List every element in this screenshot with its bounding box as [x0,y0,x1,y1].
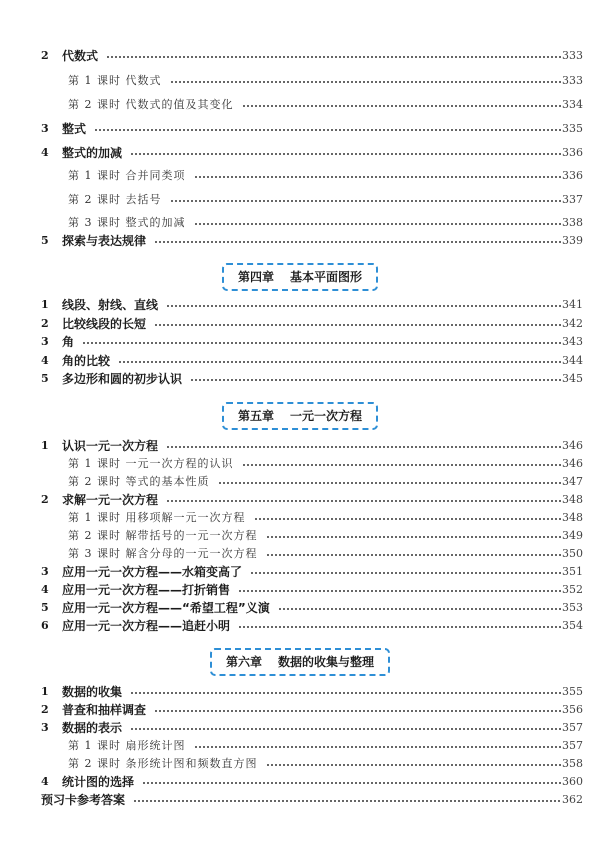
entry-title: 第 2 课时 等式的基本性质 [68,475,210,488]
entry-number: 2 [41,493,49,506]
section-entry [0,773,611,791]
page-number: 337 [562,193,583,206]
page-number: 346 [562,457,583,470]
entry-number: 1 [41,685,49,698]
page-number: 357 [562,721,583,734]
entry-title: 第 2 课时 条形统计图和频数直方图 [68,757,258,770]
lesson-entry [0,72,611,90]
section-entry [0,683,611,701]
section-entry [0,491,611,509]
chapter-4-label: 第四章 [238,270,275,284]
section-entry [0,563,611,581]
entry-number: 1 [41,298,49,311]
dot-leader [242,464,561,466]
page-number: 335 [562,122,583,135]
section-entry [0,333,611,351]
dot-leader [278,608,561,610]
entry-title: 应用一元一次方程——打折销售 [62,583,231,597]
page-number: 353 [562,601,583,614]
section-entry [0,617,611,635]
dot-leader [154,324,561,326]
chapter-5-heading [222,402,378,430]
entry-title: 整式 [62,122,87,136]
section-entry [0,120,611,138]
entry-number: 5 [41,234,49,247]
chapter-6-label: 第六章 [226,655,263,669]
entry-title: 求解一元一次方程 [62,493,159,507]
dot-leader [266,536,561,538]
section-entry [0,437,611,455]
entry-title: 线段、射线、直线 [62,298,159,312]
lesson-entry [0,509,611,527]
section-entry [0,370,611,388]
page-number: 362 [562,793,583,806]
entry-title: 第 1 课时 一元一次方程的认识 [68,457,234,470]
entry-title: 第 2 课时 解带括号的一元一次方程 [68,529,258,542]
lesson-entry [0,455,611,473]
chapter-6-name: 数据的收集与整理 [278,655,375,669]
dot-leader [170,200,561,202]
dot-leader [238,626,561,628]
page-number: 342 [562,317,583,330]
dot-leader [166,500,561,502]
lesson-entry [0,167,611,185]
entry-title: 预习卡参考答案 [41,793,126,807]
entry-title: 第 1 课时 合并同类项 [68,169,186,182]
dot-leader [94,129,561,131]
dot-leader [106,56,561,58]
page-number: 343 [562,335,583,348]
entry-title: 多边形和圆的初步认识 [62,372,183,386]
dot-leader [266,764,561,766]
dot-leader [238,590,561,592]
chapter-6-heading [210,648,390,676]
section-entry [0,296,611,314]
section-entry [0,701,611,719]
dot-leader [194,223,561,225]
appendix-entry [0,791,611,809]
page-number: 347 [562,475,583,488]
entry-number: 2 [41,49,49,62]
dot-leader [254,518,561,520]
entry-title: 应用一元一次方程——“希望工程”义演 [62,601,270,615]
entry-number: 4 [41,354,49,367]
page-number: 348 [562,511,583,524]
entry-title: 整式的加减 [62,146,123,160]
chapter-5-name: 一元一次方程 [290,409,363,423]
page-number: 360 [562,775,583,788]
page-number: 339 [562,234,583,247]
entry-title: 第 2 课时 代数式的值及其变化 [68,98,234,111]
page-number: 336 [562,146,583,159]
dot-leader [266,554,561,556]
entry-number: 4 [41,775,49,788]
entry-title: 第 2 课时 去括号 [68,193,162,206]
page-number: 354 [562,619,583,632]
entry-number: 1 [41,439,49,452]
dot-leader [130,728,561,730]
entry-number: 4 [41,146,49,159]
entry-title: 第 1 课时 扇形统计图 [68,739,186,752]
entry-title: 数据的收集 [62,685,123,699]
page-number: 352 [562,583,583,596]
dot-leader [154,710,561,712]
entry-number: 5 [41,601,49,614]
dot-leader [194,176,561,178]
lesson-entry [0,527,611,545]
section-entry [0,581,611,599]
entry-title: 代数式 [62,49,99,63]
entry-title: 第 3 课时 解含分母的一元一次方程 [68,547,258,560]
page-number: 344 [562,354,583,367]
entry-number: 3 [41,335,49,348]
dot-leader [130,153,561,155]
lesson-entry [0,737,611,755]
section-entry [0,352,611,370]
lesson-entry [0,545,611,563]
page-number: 336 [562,169,583,182]
page-number: 351 [562,565,583,578]
dot-leader [118,361,561,363]
page-number: 338 [562,216,583,229]
dot-leader [82,342,561,344]
lesson-entry [0,214,611,232]
dot-leader [133,800,561,802]
dot-leader [154,241,561,243]
entry-number: 3 [41,721,49,734]
entry-title: 统计图的选择 [62,775,135,789]
page-number: 341 [562,298,583,311]
entry-number: 2 [41,703,49,716]
entry-title: 第 3 课时 整式的加减 [68,216,186,229]
dot-leader [218,482,561,484]
page-number: 346 [562,439,583,452]
dot-leader [130,692,561,694]
lesson-entry [0,755,611,773]
page-number: 356 [562,703,583,716]
dot-leader [194,746,561,748]
entry-title: 应用一元一次方程——水箱变高了 [62,565,243,579]
page-number: 334 [562,98,583,111]
dot-leader [142,782,561,784]
section-entry [0,47,611,65]
entry-number: 3 [41,122,49,135]
dot-leader [166,446,561,448]
entry-number: 4 [41,583,49,596]
entry-number: 5 [41,372,49,385]
dot-leader [170,81,561,83]
entry-number: 2 [41,317,49,330]
section-entry [0,599,611,617]
page-number: 348 [562,493,583,506]
entry-number: 6 [41,619,49,632]
dot-leader [242,105,561,107]
lesson-entry [0,96,611,114]
entry-title: 角 [62,335,75,349]
chapter-4-heading [222,263,378,291]
page-number: 355 [562,685,583,698]
page-number: 345 [562,372,583,385]
entry-title: 数据的表示 [62,721,123,735]
entry-title: 角的比较 [62,354,111,368]
page-number: 333 [562,49,583,62]
page-number: 357 [562,739,583,752]
page-number: 350 [562,547,583,560]
entry-title: 第 1 课时 代数式 [68,74,162,87]
section-entry [0,144,611,162]
entry-number: 3 [41,565,49,578]
entry-title: 比较线段的长短 [62,317,147,331]
chapter-4-name: 基本平面图形 [290,270,363,284]
page-number: 333 [562,74,583,87]
entry-title: 探索与表达规律 [62,234,147,248]
entry-title: 第 1 课时 用移项解一元一次方程 [68,511,246,524]
page-number: 349 [562,529,583,542]
dot-leader [166,305,561,307]
entry-title: 普查和抽样调查 [62,703,147,717]
section-entry [0,232,611,250]
dot-leader [190,379,561,381]
lesson-entry [0,473,611,491]
dot-leader [250,572,561,574]
section-entry [0,315,611,333]
lesson-entry [0,191,611,209]
page-number: 358 [562,757,583,770]
section-entry [0,719,611,737]
entry-title: 应用一元一次方程——追赶小明 [62,619,231,633]
chapter-5-label: 第五章 [238,409,275,423]
entry-title: 认识一元一次方程 [62,439,159,453]
